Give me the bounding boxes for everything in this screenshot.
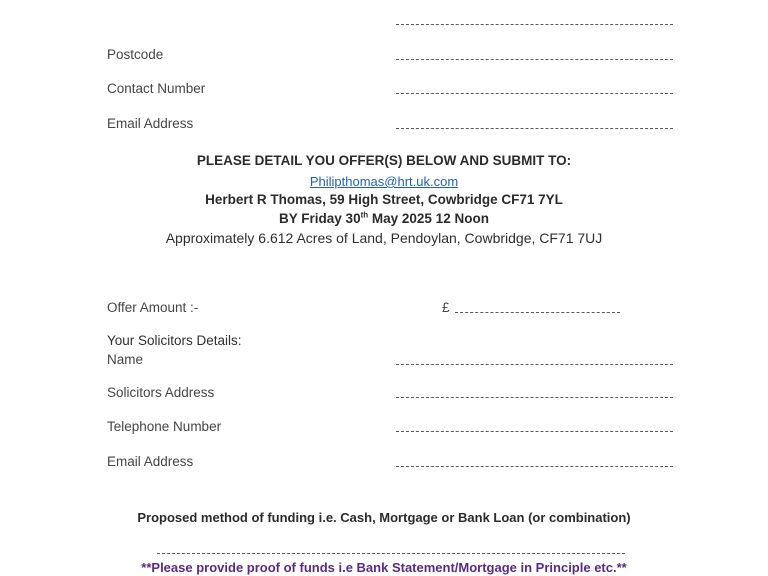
email-address-field[interactable] bbox=[396, 128, 673, 129]
contact-number-label: Contact Number bbox=[107, 81, 206, 96]
email-address-label: Email Address bbox=[107, 116, 194, 131]
offer-amount-label: Offer Amount :- bbox=[107, 300, 199, 315]
deadline: BY Friday 30th May 2025 12 Noon bbox=[279, 210, 489, 226]
submission-heading: PLEASE DETAIL YOU OFFER(S) BELOW AND SUBMIT TO: bbox=[196, 153, 572, 168]
funding-question: Proposed method of funding i.e. Cash, Mortgage or Bank Loan (or combination) bbox=[137, 510, 631, 525]
postcode-label: Postcode bbox=[107, 47, 164, 62]
contact-number-field[interactable] bbox=[396, 93, 673, 94]
solicitor-section-title: Your Solicitors Details: bbox=[107, 333, 242, 348]
field-line-top[interactable] bbox=[396, 24, 673, 25]
proof-of-funds-note: **Please provide proof of funds i.e Bank Statement/Mortgage in Principle etc.** bbox=[141, 560, 627, 575]
solicitor-email-field[interactable] bbox=[396, 466, 673, 467]
solicitor-name-label: Name bbox=[107, 352, 144, 367]
funding-field[interactable] bbox=[157, 553, 625, 554]
solicitor-address-label: Solicitors Address bbox=[107, 385, 215, 400]
property-description: Approximately 6.612 Acres of Land, Pendoylan, Cowbridge, CF71 7UJ bbox=[165, 230, 603, 246]
solicitor-email-label: Email Address bbox=[107, 454, 194, 469]
solicitor-name-field[interactable] bbox=[396, 364, 673, 365]
postcode-field[interactable] bbox=[396, 59, 673, 60]
email-link[interactable]: Philipthomas@hrt.uk.com bbox=[309, 174, 459, 189]
agent-address: Herbert R Thomas, 59 High Street, Cowbridge CF71 7YL bbox=[205, 192, 563, 207]
solicitor-telephone-label: Telephone Number bbox=[107, 419, 222, 434]
solicitor-telephone-field[interactable] bbox=[396, 431, 673, 432]
currency-symbol: £ bbox=[442, 300, 450, 315]
email-link-wrap bbox=[0, 173, 768, 191]
solicitor-address-field[interactable] bbox=[396, 397, 673, 398]
offer-amount-field[interactable] bbox=[455, 312, 620, 313]
